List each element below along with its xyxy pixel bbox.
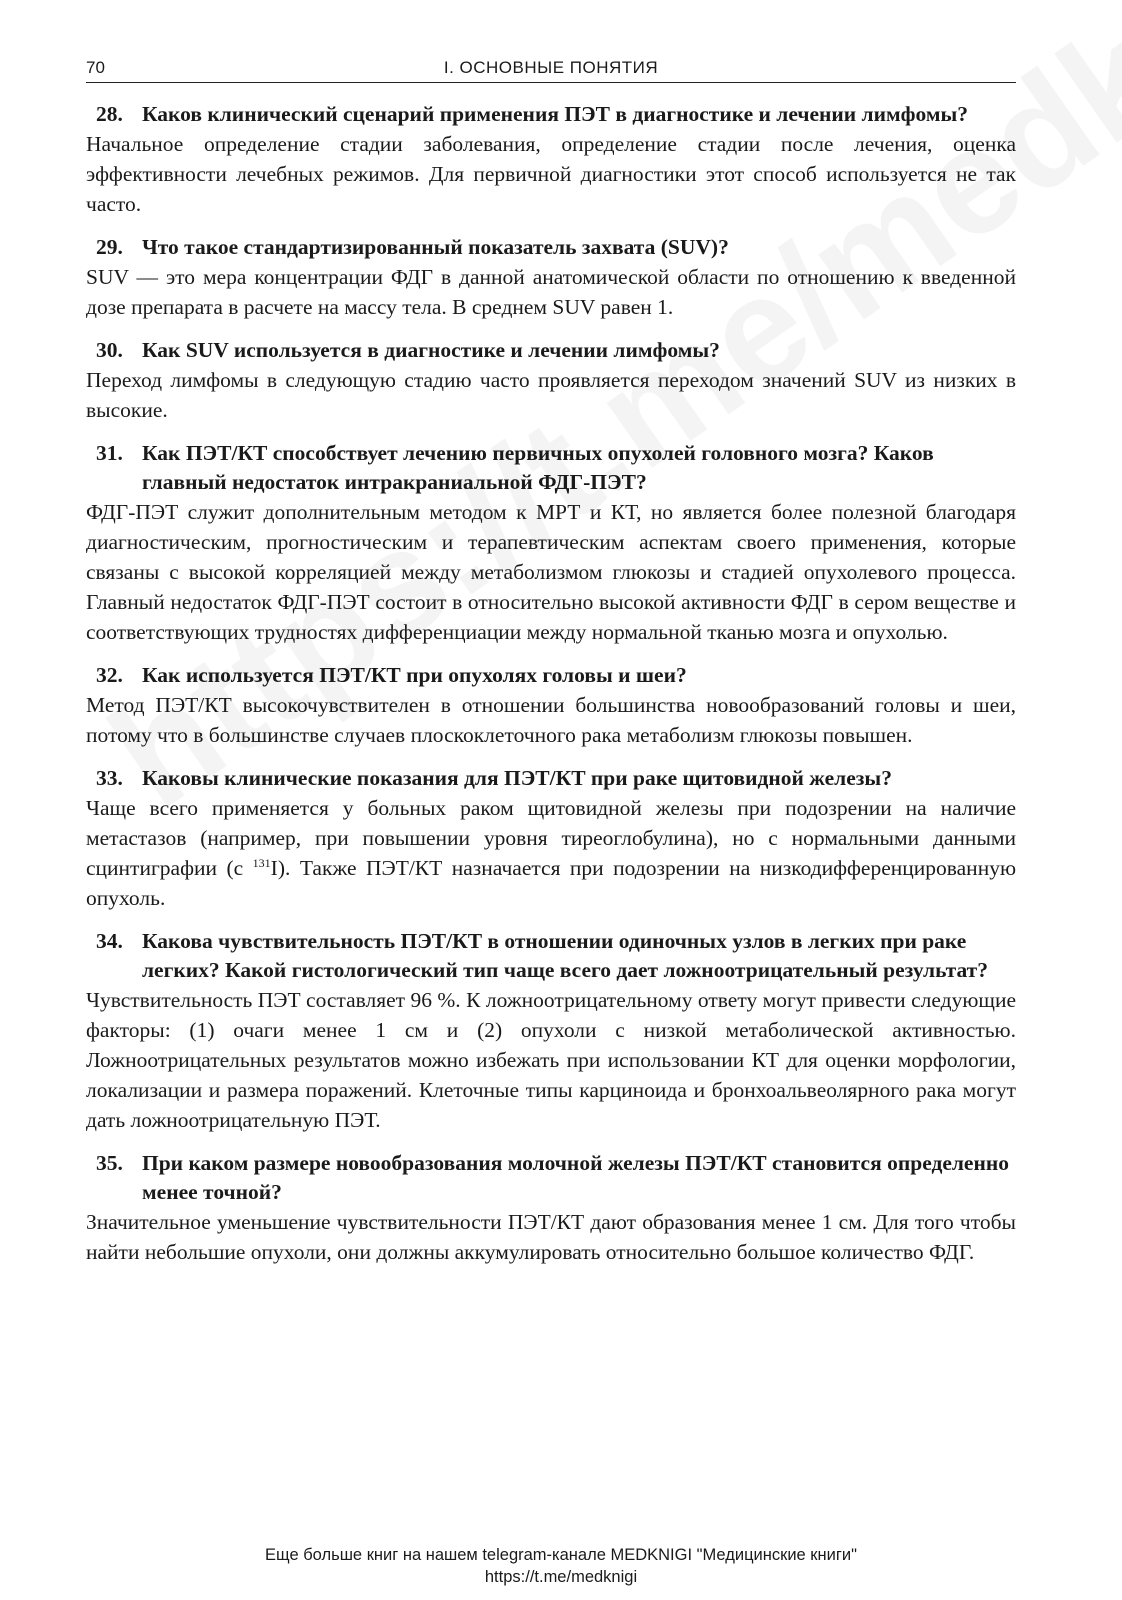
question-text: Как используется ПЭТ/КТ при опухолях головы и шеи? (142, 663, 687, 687)
question-text: Какова чувствительность ПЭТ/КТ в отношении одиночных узлов в легких при раке легких? Какой гистологический тип чаще всего дает ложноотрицательный результат? (142, 929, 988, 982)
answer-text: SUV — это мера концентрации ФДГ в данной анатомической области по отношению к введенной дозе препарата в расчете на массу тела. В среднем SUV равен 1. (86, 265, 1016, 319)
question-heading (86, 927, 1016, 985)
answer-text: Чувствительность ПЭТ составляет 96 %. К ложноотрицательному ответу могут привести следующие факторы: (1) очаги менее 1 см и (2) опухоли с низкой метаболической активностью. Ложноотрицательных результатов можно избежать при использовании КТ для оценки морфологии, локализации и размера поражений. Клеточные типы карциноида и бронхоальвеолярного рака могут дать ложноотрицательную ПЭТ. (86, 988, 1016, 1132)
qa-item-34 (86, 927, 1016, 1135)
answer-text-part: Чаще всего применяется у больных раком щитовидной железы при подозрении на наличие метастазов (например, при повышении уровня тиреоглобулина), но с нормальными данными сцинтиграфии (с (86, 796, 1016, 880)
question-number: 34. (96, 929, 123, 953)
footer-promo-text: Еще больше книг на нашем telegram-канале MEDKNIGI "Медицинские книги" (265, 1546, 857, 1564)
question-number: 35. (96, 1151, 123, 1175)
footer-link[interactable]: https://t.me/medknigi (484, 1568, 638, 1586)
question-text: Как SUV используется в диагностике и лечении лимфомы? (142, 338, 720, 362)
answer-text (86, 793, 1016, 913)
question-heading (86, 1149, 1016, 1207)
question-heading (86, 439, 1016, 497)
qa-item-31 (86, 439, 1016, 647)
question-number: 33. (96, 766, 123, 790)
qa-item-35 (86, 1149, 1016, 1267)
qa-item-28 (86, 100, 1016, 219)
answer-text-part: I). Также ПЭТ/КТ назначается при подозрении на низкодифференцированную опухоль. (86, 856, 1017, 910)
question-heading (86, 336, 1016, 365)
question-heading (86, 764, 1016, 793)
question-text: Каковы клинические показания для ПЭТ/КТ при раке щитовидной железы? (142, 766, 892, 790)
qa-item-32 (86, 661, 1016, 750)
answer-text: ФДГ-ПЭТ служит дополнительным методом к МРТ и КТ, но является более полезной благодаря диагностическим, прогностическим и терапевтическим аспектам своего применения, которые связаны с высокой корреляцией между метаболизмом глюкозы и стадией опухолевого процесса. Главный недостаток ФДГ-ПЭТ состоит в относительно высокой активности ФДГ в сером веществе и соответствующих трудностях дифференциации между нормальной тканью мозга и опухолью. (86, 500, 1016, 644)
isotope-superscript: 131 (252, 855, 271, 870)
question-heading (86, 661, 1016, 690)
question-number: 31. (96, 441, 123, 465)
question-heading (86, 100, 1016, 129)
page-footer (0, 1544, 1122, 1588)
page-header (86, 56, 1016, 83)
answer-text: Метод ПЭТ/КТ высокочувствителен в отношении большинства новообразований головы и шеи, потому что в большинстве случаев плоскоклеточного рака метаболизм глюкозы повышен. (86, 693, 1016, 747)
qa-item-29 (86, 233, 1016, 322)
question-text: Что такое стандартизированный показатель захвата (SUV)? (142, 235, 729, 259)
question-number: 30. (96, 338, 123, 362)
answer-text: Начальное определение стадии заболевания, определение стадии после лечения, оценка эффективности лечебных режимов. Для первичной диагностики этот способ используется не так часто. (86, 132, 1016, 216)
question-number: 29. (96, 235, 123, 259)
page-content (86, 100, 1016, 1281)
question-number: 32. (96, 663, 123, 687)
qa-item-30 (86, 336, 1016, 425)
answer-text: Переход лимфомы в следующую стадию часто проявляется переходом значений SUV из низких в высокие. (86, 368, 1016, 422)
question-text: При каком размере новообразования молочной железы ПЭТ/КТ становится определенно менее точной? (142, 1151, 1010, 1204)
answer-text: Значительное уменьшение чувствительности ПЭТ/КТ дают образования менее 1 см. Для того чтобы найти небольшие опухоли, они должны аккумулировать относительно большое количество ФДГ. (86, 1210, 1016, 1264)
question-number: 28. (96, 102, 123, 126)
question-text: Как ПЭТ/КТ способствует лечению первичных опухолей головного мозга? Каков главный недостаток интракраниальной ФДГ-ПЭТ? (142, 441, 934, 494)
page-number: 70 (86, 58, 105, 77)
qa-item-33 (86, 764, 1016, 913)
question-heading (86, 233, 1016, 262)
question-text: Каков клинический сценарий применения ПЭТ в диагностике и лечении лимфомы? (142, 102, 969, 126)
running-head: I. ОСНОВНЫЕ ПОНЯТИЯ (443, 58, 659, 77)
